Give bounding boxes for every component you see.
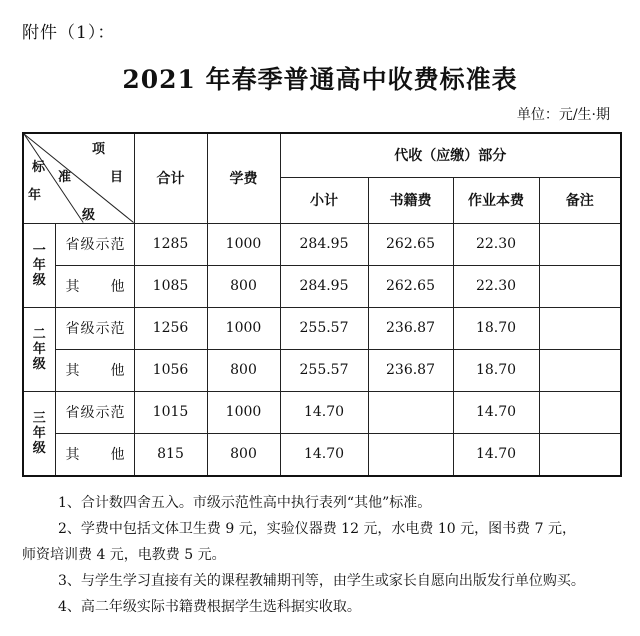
note-item: 1、合计数四舍五入。市级示范性高中执行表列“其他”标准。 [58,495,432,511]
corner-char: 目 [110,170,124,185]
category-cell: 其 他 [55,265,134,307]
workbook-cell: 18.70 [453,349,539,391]
attachment-label: 附件（1）： [22,23,116,43]
remark-cell [539,265,621,307]
workbook-cell: 22.30 [453,223,539,265]
workbook-cell: 18.70 [453,307,539,349]
books-cell: 236.87 [368,307,453,349]
workbook-cell: 22.30 [453,265,539,307]
header-tuition: 学费 [207,133,280,223]
workbook-cell: 14.70 [453,391,539,433]
header-subtotal: 小计 [280,177,368,223]
subtotal-cell: 284.95 [280,223,368,265]
tuition-cell: 800 [207,265,280,307]
table-row [23,433,621,476]
category-cell: 省级示范 [55,391,134,433]
table-row [23,307,621,349]
note-item: 2、学费中包括文体卫生费 9 元，实验仪器费 12 元，水电费 10 元，图书费 7 元， [58,521,576,537]
header-books: 书籍费 [368,177,453,223]
tuition-cell: 1000 [207,223,280,265]
corner-char: 标 [32,160,46,175]
remark-cell [539,433,621,476]
category-cell: 省级示范 [55,223,134,265]
category-cell: 省级示范 [55,307,134,349]
total-cell: 1256 [134,307,207,349]
tuition-cell: 800 [207,349,280,391]
notes-section [22,490,622,620]
grade-label: 三 年 级 [23,391,55,476]
unit-label: 单位：元/生·期 [516,107,610,123]
note-item: 4、高二年级实际书籍费根据学生选科据实收取。 [58,599,361,615]
table-row [23,349,621,391]
subtotal-cell: 255.57 [280,349,368,391]
total-cell: 815 [134,433,207,476]
fee-table [22,132,622,477]
subtotal-cell: 14.70 [280,433,368,476]
books-cell [368,391,453,433]
grade-label: 二 年 级 [23,307,55,391]
remark-cell [539,391,621,433]
subtotal-cell: 14.70 [280,391,368,433]
header-workbook: 作业本费 [453,177,539,223]
total-cell: 1056 [134,349,207,391]
category-cell: 其 他 [55,349,134,391]
grade-label: 一 年 级 [23,223,55,307]
tuition-cell: 800 [207,433,280,476]
note-item: 师资培训费 4 元，电教费 5 元。 [22,547,226,563]
table-row [23,391,621,433]
header-remark: 备注 [539,177,621,223]
header-total: 合计 [134,133,207,223]
table-row [23,223,621,265]
subtotal-cell: 255.57 [280,307,368,349]
table-corner-header [23,133,134,223]
books-cell [368,433,453,476]
total-cell: 1285 [134,223,207,265]
corner-char: 年 [28,188,42,203]
remark-cell [539,349,621,391]
books-cell: 262.65 [368,265,453,307]
table-row [23,265,621,307]
books-cell: 236.87 [368,349,453,391]
tuition-cell: 1000 [207,391,280,433]
corner-char: 项 [92,142,106,157]
workbook-cell: 14.70 [453,433,539,476]
total-cell: 1085 [134,265,207,307]
subtotal-cell: 284.95 [280,265,368,307]
category-cell: 其 他 [55,433,134,476]
remark-cell [539,223,621,265]
total-cell: 1015 [134,391,207,433]
books-cell: 262.65 [368,223,453,265]
header-agency: 代收（应缴）部分 [280,133,621,177]
page-title: 2021 年春季普通高中收费标准表 [122,65,518,94]
corner-char: 级 [82,208,96,223]
corner-char: 准 [58,170,72,185]
note-item: 3、与学生学习直接有关的课程教辅期刊等，由学生或家长自愿向出版发行单位购买。 [58,573,585,589]
tuition-cell: 1000 [207,307,280,349]
remark-cell [539,307,621,349]
